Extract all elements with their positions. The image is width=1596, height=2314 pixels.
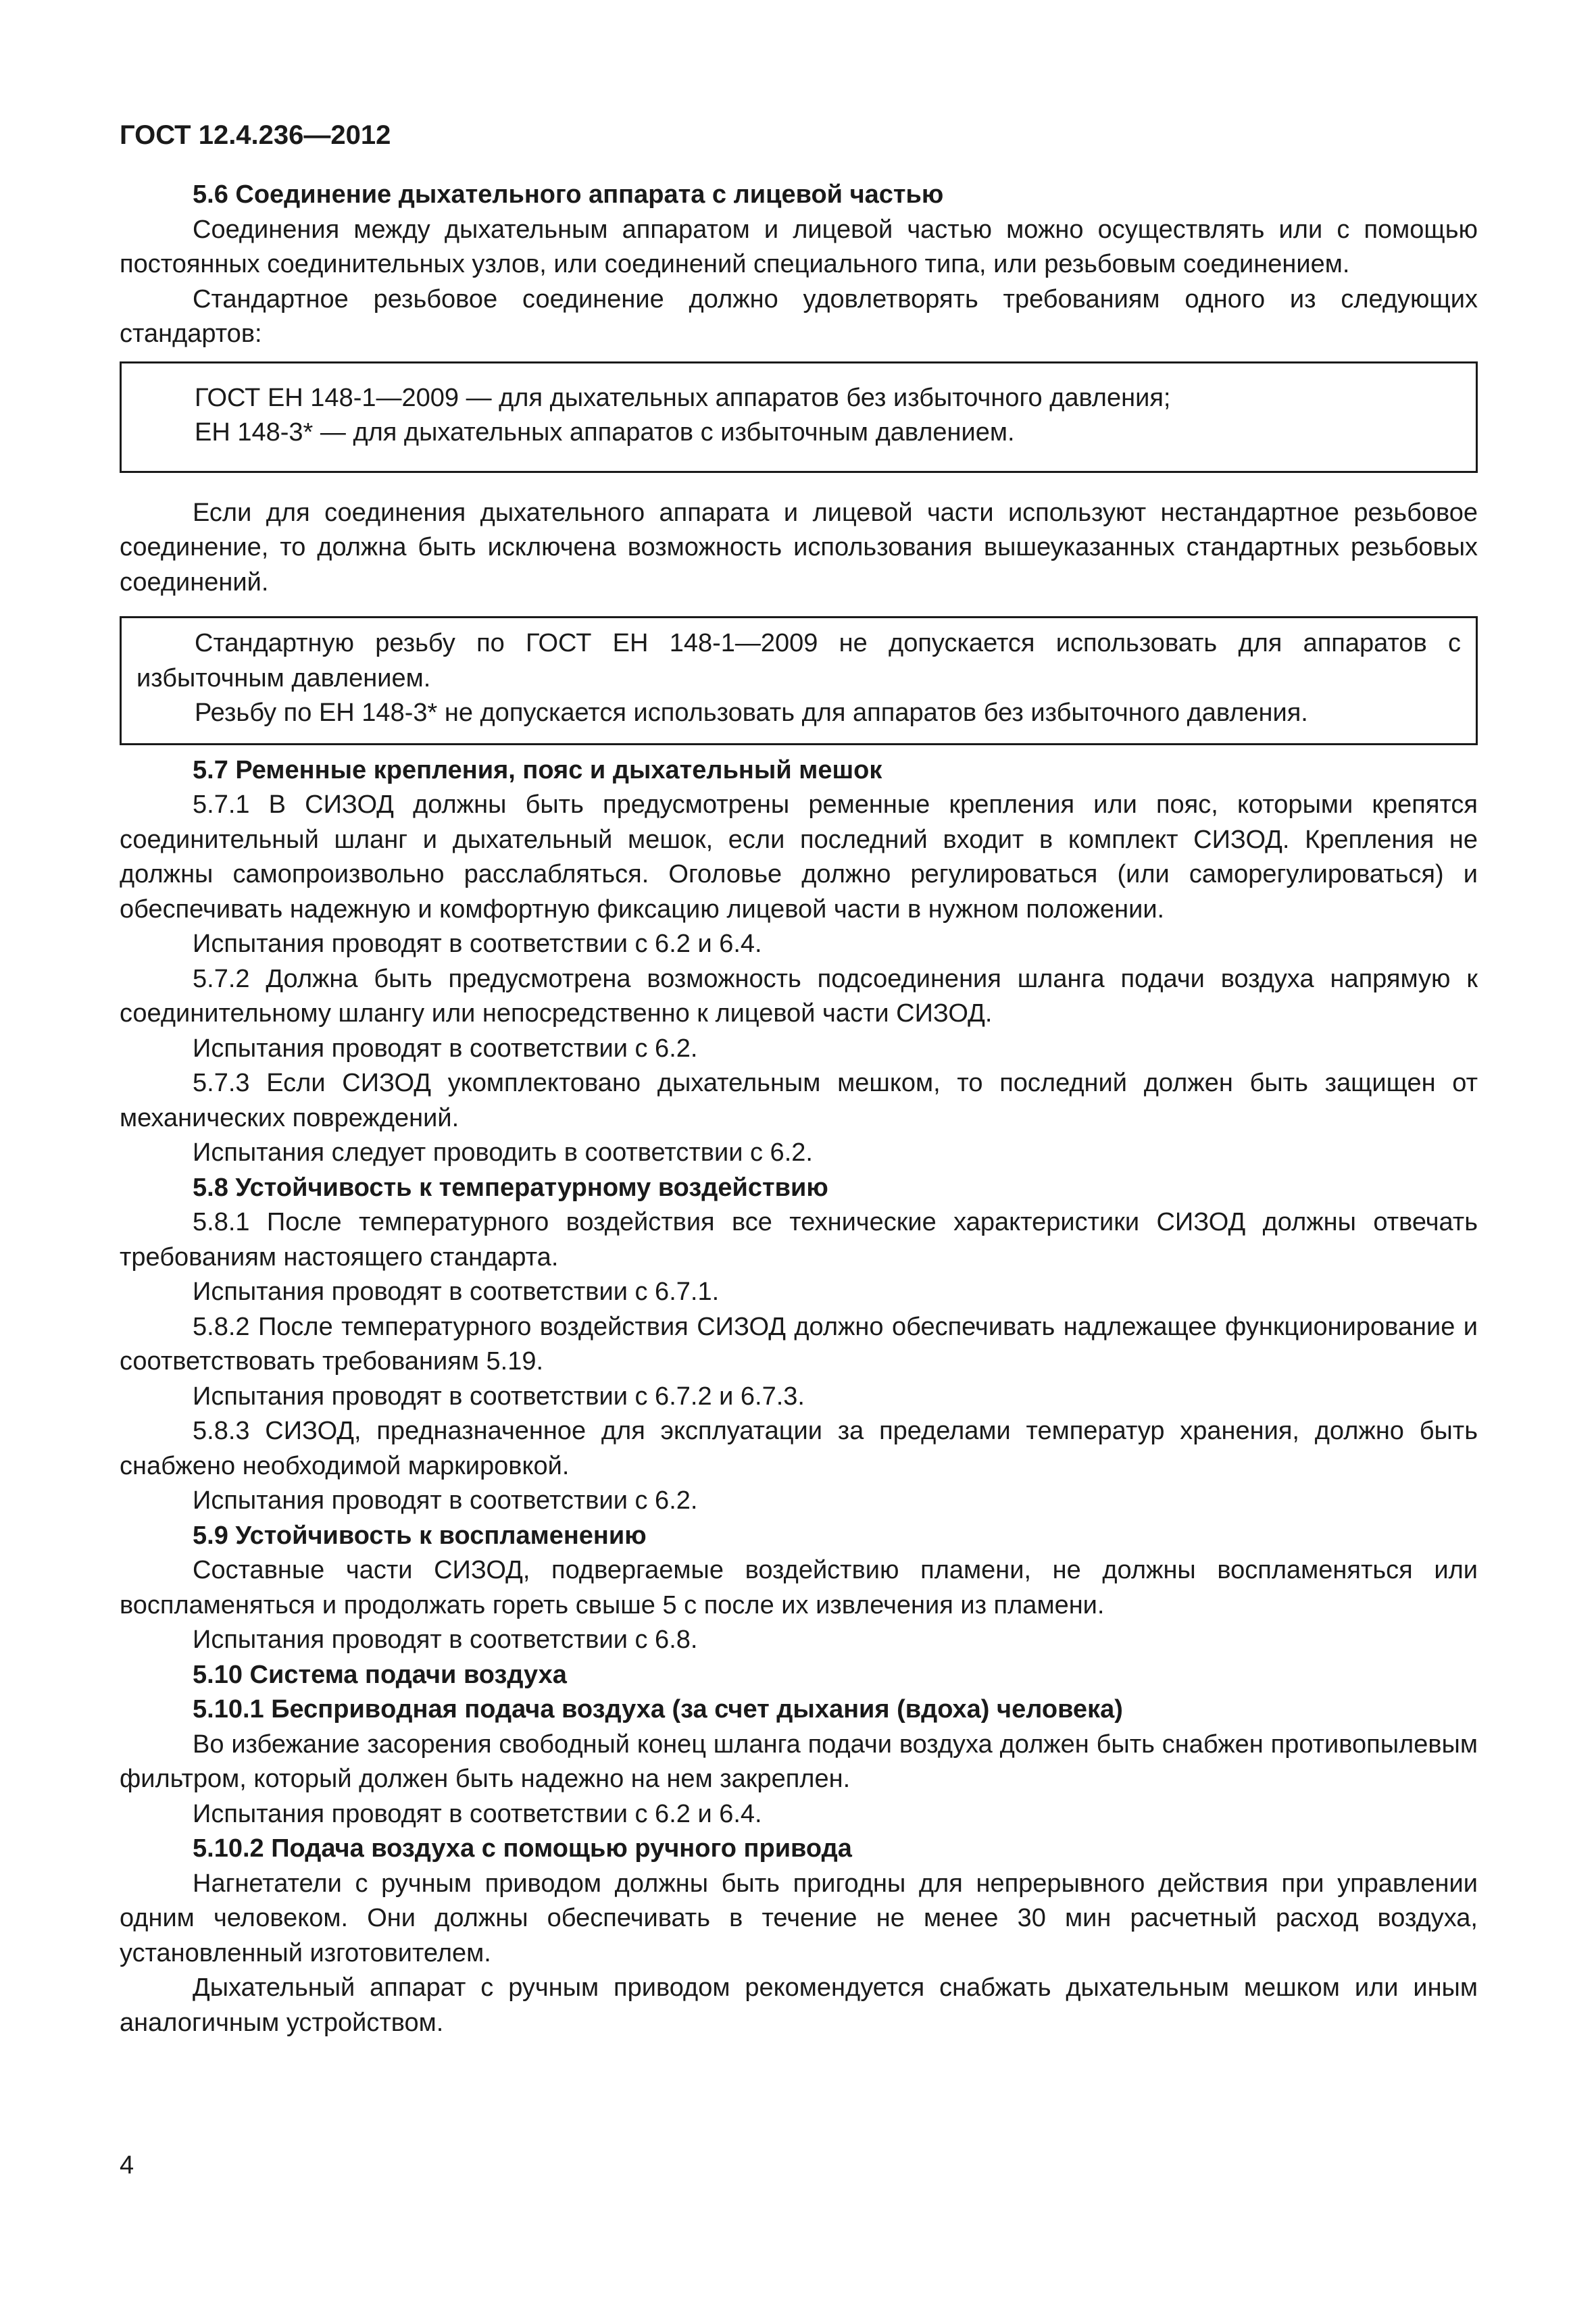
section-heading: 5.6 Соединение дыхательного аппарата с лицевой частью [193,180,944,209]
note-box [120,616,1478,745]
section-heading: 5.8 Устойчивость к температурному воздействию [193,1173,828,1202]
paragraph: Если для соединения дыхательного аппарата и лицевой части используют нестандартное резьбовое соединение, то должна быть исключена возможность использования вышеуказанных стандартных резьбовых соединений. [120,498,1478,597]
note-line: ГОСТ ЕН 148-1—2009 — для дыхательных аппаратов без избыточного давления; [195,383,1171,412]
note-line: Стандартную резьбу по ГОСТ ЕН 148-1—2009 не допускается использовать для аппаратов с избыточным давлением. [136,629,1461,693]
paragraph: Испытания проводят в соответствии с 6.7.1. [193,1278,720,1306]
section-heading: 5.9 Устойчивость к воспламенению [193,1521,647,1550]
paragraph: Стандартное резьбовое соединение должно удовлетворять требованиям одного из следующих стандартов: [120,284,1478,348]
paragraph: Испытания проводят в соответствии с 6.2. [193,1486,698,1515]
paragraph: Испытания проводят в соответствии с 6.2 и 6.4. [193,1799,762,1828]
note-line: ЕН 148-3* — для дыхательных аппаратов с избыточным давлением. [195,418,1015,447]
body-text [120,753,1478,2041]
note-line: Резьбу по ЕН 148-3* не допускается использовать для аппаратов без избыточного давления. [195,699,1308,727]
note-box [120,361,1478,473]
document-header: ГОСТ 12.4.236—2012 [120,120,391,150]
paragraph: 5.8.1 После температурного воздействия все технические характеристики СИЗОД должны отвечать требованиям настоящего стандарта. [120,1208,1478,1272]
paragraph: Составные части СИЗОД, подвергаемые воздействию пламени, не должны воспламеняться или воспламеняться и продолжать гореть свыше 5 с после их извлечения из пламени. [120,1556,1478,1619]
paragraph: Испытания проводят в соответствии с 6.8. [193,1626,698,1654]
section-heading: 5.10.1 Беспривoдная подача воздуха (за счет дыхания (вдоха) человека) [193,1695,1123,1724]
page-number: 4 [120,2151,134,2180]
paragraph: Во избежание засорения свободный конец шланга подачи воздуха должен быть снабжен противопылевым фильтром, который должен быть надежно на нем закреплен. [120,1730,1478,1793]
page-content [120,118,1478,2040]
paragraph: 5.7.1 В СИЗОД должны быть предусмотрены ременные крепления или пояс, которыми крепятся соединительный шланг и дыхательный мешок, если последний входит в комплект СИЗОД. Крепления не должны самопроизвольно расслабляться. Оголовье должно регулироваться (или саморегулироваться) и обеспечивать надежную и комфортную фиксацию лицевой части в нужном положении. [120,790,1478,924]
paragraph: Испытания проводят в соответствии с 6.2. [193,1034,698,1063]
paragraph: Испытания проводят в соответствии с 6.7.2 и 6.7.3. [193,1382,805,1411]
section-heading: 5.7 Ременные крепления, пояс и дыхательный мешок [193,755,882,784]
paragraph: 5.8.3 СИЗОД, предназначенное для эксплуатации за пределами температур хранения, должно быть снабжено необходимой маркировкой. [120,1417,1478,1480]
paragraph: 5.7.2 Должна быть предусмотрена возможность подсоединения шланга подачи воздуха напрямую к соединительному шлангу или непосредственно к лицевой части СИЗОД. [120,964,1478,1028]
paragraph: Дыхательный аппарат с ручным приводом рекомендуется снабжать дыхательным мешком или иным аналогичным устройством. [120,1973,1478,2037]
paragraph: Нагнетатели с ручным приводом должны быть пригодны для непрерывного действия при управлении одним человеком. Они должны обеспечивать в течение не менее 30 мин расчетный расход воздуха, установленный изготовителем. [120,1869,1478,1967]
section-heading: 5.10 Система подачи воздуха [193,1660,567,1689]
paragraph: Испытания проводят в соответствии с 6.2 и 6.4. [193,930,762,958]
paragraph: 5.7.3 Если СИЗОД укомплектовано дыхательным мешком, то последний должен быть защищен от механических повреждений. [120,1069,1478,1132]
paragraph: 5.8.2 После температурного воздействия СИЗОД должно обеспечивать надлежащее функционирование и соответствовать требованиям 5.19. [120,1312,1478,1376]
paragraph: Испытания следует проводить в соответствии с 6.2. [193,1138,813,1167]
section-heading: 5.10.2 Подача воздуха с помощью ручного привода [193,1834,852,1863]
paragraph: Соединения между дыхательным аппаратом и лицевой частью можно осуществлять или с помощью постоянных соединительных узлов, или соединений специального типа, или резьбовым соединением. [120,215,1478,278]
